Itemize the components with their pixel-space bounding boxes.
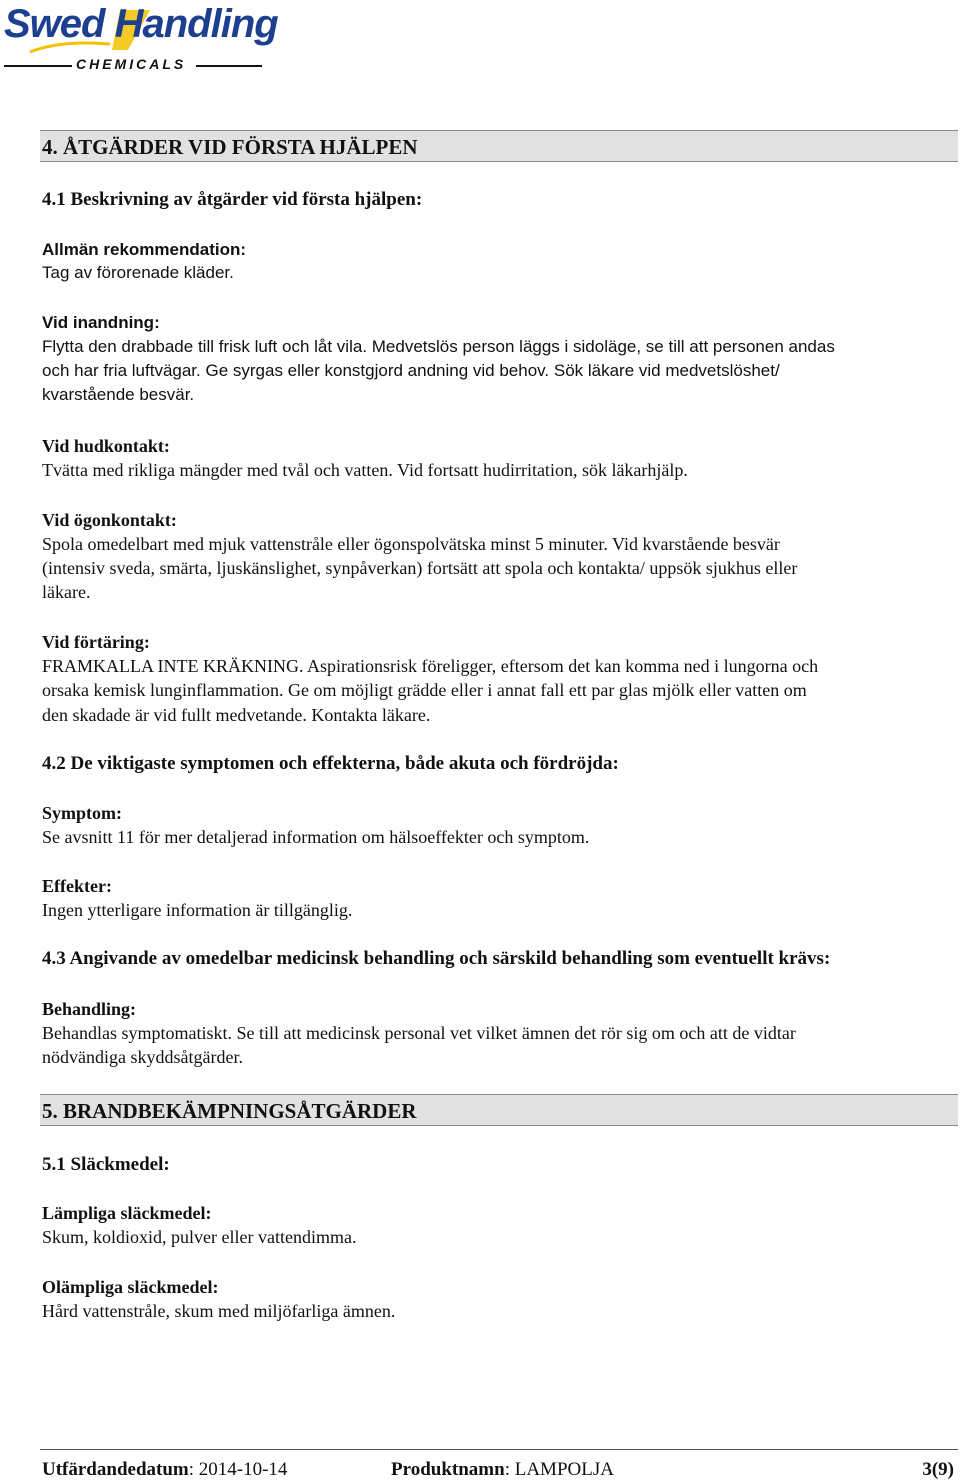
- eye-contact-text-line-3: läkare.: [42, 582, 91, 602]
- general-recommendation-label: Allmän rekommendation:: [42, 240, 247, 259]
- footer-date-label: Utfärdandedatum: [42, 1459, 189, 1480]
- suitable-extinguisher-label: Lämpliga släckmedel:: [42, 1203, 212, 1223]
- effects-text: Ingen ytterligare information är tillgänglig.: [42, 900, 353, 920]
- inhalation-text-line-2: och har fria luftvägar. Ge syrgas eller konstgjord andning vid behov. Sök läkare vid medvetslöshet/: [42, 361, 780, 380]
- treatment-text-line-1: Behandlas symptomatiskt. Se till att medicinsk personal vet vilket ämnen det rör sig om och att de vidtar: [42, 1023, 796, 1043]
- skin-contact-label: Vid hudkontakt:: [42, 436, 170, 456]
- symptom-text: Se avsnitt 11 för mer detaljerad information om hälsoeffekter och symptom.: [42, 827, 590, 847]
- logo-subtitle: CHEMICALS: [76, 56, 187, 72]
- unsuitable-extinguisher-text: Hård vattenstråle, skum med miljöfarliga ämnen.: [42, 1301, 396, 1321]
- ingestion-label: Vid förtäring:: [42, 632, 150, 652]
- treatment-text-line-2: nödvändiga skyddsåtgärder.: [42, 1047, 243, 1067]
- ingestion-text-line-1: FRAMKALLA INTE KRÄKNING. Aspirationsrisk föreligger, eftersom det kan komma ned i lungorna och: [42, 656, 819, 676]
- general-recommendation-text: Tag av förorenade kläder.: [42, 263, 234, 282]
- company-logo: [0, 0, 278, 80]
- subsection-5-1-title: 5.1 Släckmedel:: [42, 1154, 170, 1175]
- eye-contact-label: Vid ögonkontakt:: [42, 510, 177, 530]
- inhalation-text-line-3: kvarstående besvär.: [42, 385, 195, 404]
- footer-product-label: Produktnamn: [391, 1459, 505, 1480]
- skin-contact-text: Tvätta med rikliga mängder med tvål och vatten. Vid fortsatt hudirritation, sök läkarhjälp.: [42, 460, 688, 480]
- ingestion-text-line-2: orsaka kemisk lunginflammation. Ge om möjligt grädde eller i annat fall ett par glas mjölk eller vatten om: [42, 680, 807, 700]
- ingestion-text-line-3: den skadade är vid fullt medvetande. Kontakta läkare.: [42, 705, 431, 725]
- subsection-4-2-title: 4.2 De viktigaste symptomen och effekterna, både akuta och fördröjda:: [42, 753, 619, 774]
- treatment-label: Behandling:: [42, 999, 137, 1019]
- footer-date-value: : 2014-10-14: [188, 1459, 288, 1480]
- suitable-extinguisher-text: Skum, koldioxid, pulver eller vattendimma.: [42, 1227, 357, 1247]
- logo-brand: Swed Handling: [4, 2, 278, 46]
- section-4-heading: 4. ÅTGÄRDER VID FÖRSTA HJÄLPEN: [40, 130, 958, 162]
- unsuitable-extinguisher-label: Olämpliga släckmedel:: [42, 1277, 219, 1297]
- section-5-heading: 5. BRANDBEKÄMPNINGSÅTGÄRDER: [40, 1094, 958, 1126]
- symptom-label: Symptom:: [42, 803, 122, 823]
- inhalation-text-line-1: Flytta den drabbade till frisk luft och låt vila. Medvetslös person läggs i sidoläge, se till att personen andas: [42, 337, 835, 356]
- footer-product-value: : LAMPOLJA: [504, 1459, 614, 1480]
- eye-contact-text-line-2: (intensiv sveda, smärta, ljuskänslighet, synpåverkan) fortsätt att spola och kontakta/ uppsök sjukhus eller: [42, 558, 798, 578]
- footer-product-name: [391, 1458, 614, 1482]
- effects-label: Effekter:: [42, 876, 112, 896]
- subsection-4-1-title: 4.1 Beskrivning av åtgärder vid första hjälpen:: [42, 189, 423, 210]
- subsection-4-3-title: 4.3 Angivande av omedelbar medicinsk behandling och särskild behandling som eventuellt krävs:: [42, 948, 831, 969]
- footer-issue-date: [42, 1458, 287, 1482]
- inhalation-label: Vid inandning:: [42, 313, 160, 332]
- eye-contact-text-line-1: Spola omedelbart med mjuk vattenstråle eller ögonspolvätska minst 5 minuter. Vid kvarstående besvär: [42, 534, 780, 554]
- footer-page-number: 3(9): [922, 1459, 954, 1480]
- footer-divider: [40, 1449, 958, 1450]
